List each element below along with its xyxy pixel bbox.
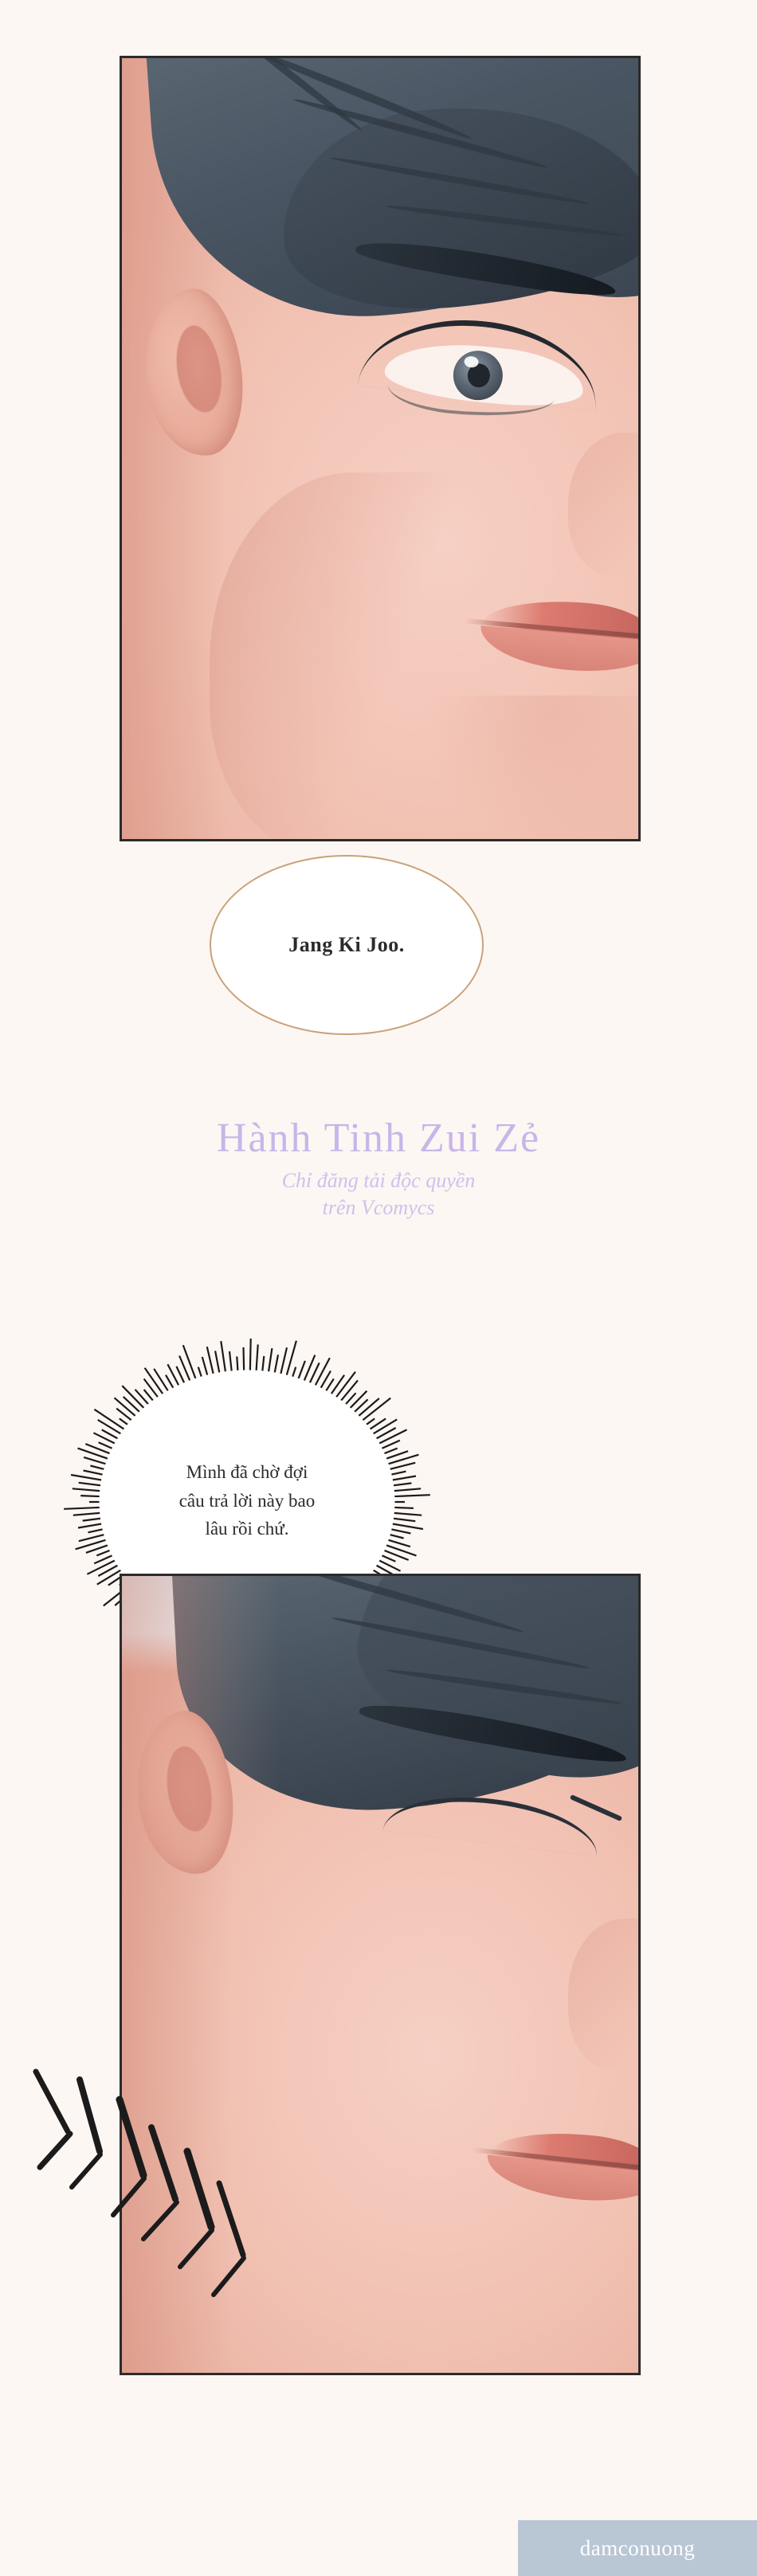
panel-1-ear-inner — [171, 323, 226, 415]
sfx-brush-strokes — [24, 2056, 287, 2319]
bubble-2-line-3: lâu rồi chứ. — [205, 1519, 289, 1539]
watermark-subtitle-1: Chỉ đăng tải độc quyền — [281, 1169, 476, 1193]
speech-bubble-1 — [210, 855, 484, 1035]
watermark-block — [0, 1115, 757, 1220]
footer-watermark-text: damconuong — [579, 2535, 696, 2560]
panel-1-jaw-shadow — [210, 472, 496, 841]
panel-1 — [120, 56, 641, 841]
speech-bubble-1-text: Jang Ki Joo. — [288, 933, 405, 956]
watermark-title: Hành Tinh Zui Zẻ — [216, 1115, 541, 1161]
bubble-2-line-2: câu trả lời này bao — [178, 1490, 316, 1511]
footer-watermark — [518, 2520, 757, 2576]
speech-bubble-2-text — [104, 1458, 390, 1543]
watermark-subtitle-2: trên Vcomycs — [322, 1196, 435, 1220]
bubble-2-line-1: Mình đã chờ đợi — [186, 1462, 308, 1482]
